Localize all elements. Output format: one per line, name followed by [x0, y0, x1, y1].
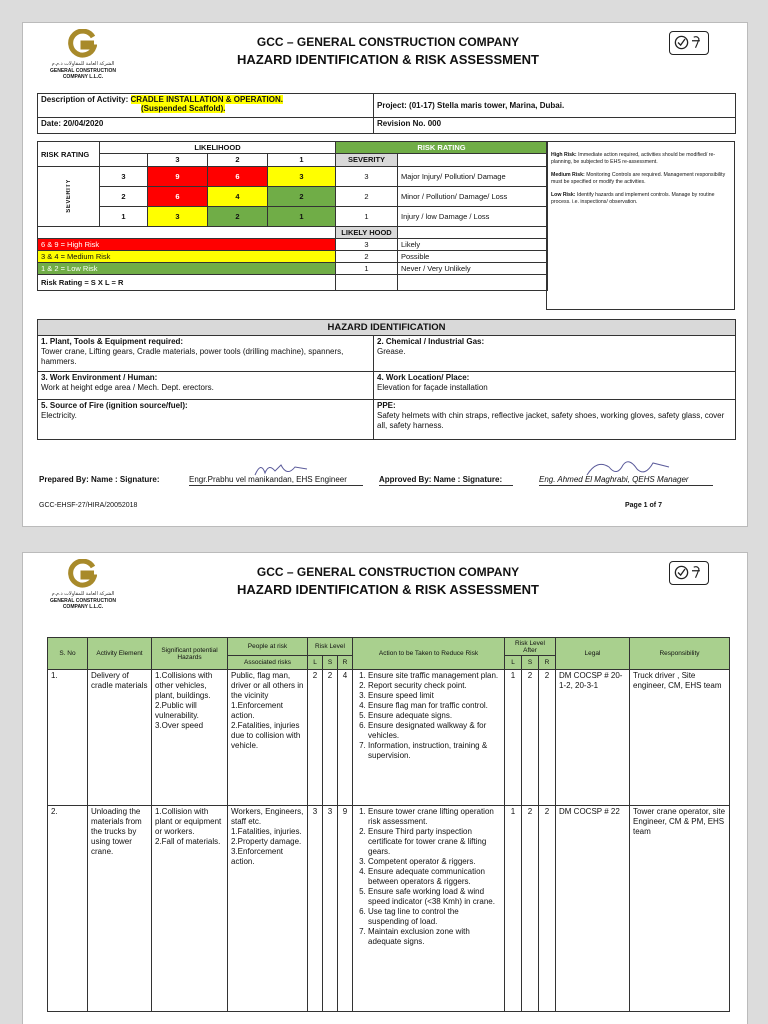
hazard-plant-tools: 1. Plant, Tools & Equipment required: Tower crane, Lifting gears, Cradle materials, power tools (drilling machine), spanners, hammers. — [38, 336, 374, 372]
row-actions: 1. Ensure tower crane lifting operation risk assessment. 2. Ensure Third party inspection certificate for tower crane & lifting gears. 3. Competent operator & riggers. 4. Ensure adequate communication between operators & riggers. 5. Ensure safe working load & wind speed indicator (<38 Kmh) in crane. 6. Use tag line to control the suspending of load. 7. Maintain exclusion zone with adequate signs. — [353, 806, 505, 1012]
matrix-cell: 2 — [208, 207, 268, 227]
col-hazards: Significant potential Hazards — [152, 638, 228, 670]
col-r: R — [338, 656, 353, 670]
likely-num: 3 — [336, 239, 398, 251]
approved-signature-icon — [583, 455, 673, 483]
col-legal: Legal — [556, 638, 630, 670]
likely-hood-header: LIKELY HOOD — [336, 227, 398, 239]
hazard-work-location: 4. Work Location/ Place: Elevation for façade installation — [374, 372, 736, 400]
medium-risk-band: 3 & 4 = Medium Risk — [38, 251, 336, 263]
row-actions: 1. Ensure site traffic management plan. 2. Report security check point. 3. Ensure speed limit 4. Ensure flag man for traffic control. 5. Ensure adequate signs. 6. Ensure designated walkway & for vehicles. 7. Information, instruction, training & supervision. — [353, 670, 505, 806]
blank-cell — [336, 275, 398, 291]
likely-desc: Never / Very Unlikely — [398, 263, 548, 275]
severity-row-2: 2 — [100, 187, 148, 207]
table-row — [48, 806, 730, 1012]
col-after-s: S — [522, 656, 539, 670]
company-name: GCC – GENERAL CONSTRUCTION COMPANY — [256, 35, 520, 49]
col-activity: Activity Element — [88, 638, 152, 670]
table-row — [48, 670, 730, 806]
hazard-ppe: PPE: Safety helmets with chin straps, reflective jacket, safety shoes, working gloves, safety glass, cover all, safety harness. — [374, 400, 736, 440]
col-after-l: L — [505, 656, 522, 670]
company-name: GCC – GENERAL CONSTRUCTION COMPANY — [256, 565, 520, 579]
logo-arabic-text: الشركة العامة للمقاولات ذ.م.م — [51, 591, 115, 597]
row-after-r: 2 — [539, 670, 556, 806]
revision-label: Revision No. — [377, 119, 426, 128]
revision-cell — [374, 118, 736, 134]
row-hazards: 1.Collision with plant or equipment or workers. 2.Fall of materials. — [152, 806, 228, 1012]
row-after-s: 2 — [522, 806, 539, 1012]
row-legal: DM COCSP # 22 — [556, 806, 630, 1012]
likely-num: 1 — [336, 263, 398, 275]
severity-num: 3 — [336, 167, 398, 187]
risk-matrix-table — [37, 141, 548, 291]
col-risk-level: Risk Level — [308, 638, 353, 656]
likely-desc: Likely — [398, 239, 548, 251]
severity-num: 2 — [336, 187, 398, 207]
severity-desc: Injury / low Damage / Loss — [398, 207, 548, 227]
col-after-r: R — [539, 656, 556, 670]
row-after-s: 2 — [522, 670, 539, 806]
g-logo-icon — [67, 29, 97, 59]
col-associated-risks: Associated risks — [228, 656, 308, 670]
hazard-chemical: 2. Chemical / Industrial Gas: Grease. — [374, 336, 736, 372]
col-action: Action to be Taken to Reduce Risk — [353, 638, 505, 670]
blank-cell — [398, 227, 548, 239]
company-logo — [37, 559, 129, 610]
blank-cell — [398, 275, 548, 291]
severity-vertical-label: SEVERITY — [38, 167, 100, 227]
activity-cell — [38, 94, 374, 118]
blank-cell — [38, 227, 336, 239]
document-page-1 — [22, 22, 748, 527]
likelihood-header: LIKELIHOOD — [100, 142, 336, 154]
matrix-cell: 4 — [208, 187, 268, 207]
col-risk-after: Risk Level After — [505, 638, 556, 656]
activity-info-table — [37, 93, 736, 134]
likely-num: 2 — [336, 251, 398, 263]
col-l: L — [308, 656, 323, 670]
high-risk-note: Immediate action required, activities should be modified/ re-planning, be subjected to EHS re-assessment. — [551, 152, 716, 165]
date-cell — [38, 118, 374, 134]
row-hazards: 1.Collisions with other vehicles, plant, buildings. 2.Public will vulnerability. 3.Over speed — [152, 670, 228, 806]
prepared-by-value: Engr.Prabhu vel manikandan, EHS Engineer — [189, 475, 347, 484]
row-after-l: 1 — [505, 670, 522, 806]
certification-badge — [663, 561, 713, 599]
page-number: Page 1 of 7 — [625, 502, 662, 509]
prepared-by-label: Prepared By: Name : Signature: — [39, 475, 160, 484]
g-logo-icon — [67, 559, 97, 589]
matrix-cell: 6 — [208, 167, 268, 187]
hazard-identification-table — [37, 319, 736, 440]
likelihood-col-2: 2 — [208, 154, 268, 167]
matrix-cell: 6 — [148, 187, 208, 207]
risk-formula: Risk Rating = S X L = R — [38, 275, 336, 291]
row-s: 3 — [323, 806, 338, 1012]
row-responsibility: Truck driver , Site engineer, CM, EHS team — [630, 670, 730, 806]
certification-badge — [663, 31, 713, 69]
document-page-2 — [22, 552, 748, 1024]
col-responsibility: Responsibility — [630, 638, 730, 670]
row-r: 9 — [338, 806, 353, 1012]
row-sno: 1. — [48, 670, 88, 806]
severity-header: SEVERITY — [336, 154, 398, 167]
row-after-l: 1 — [505, 806, 522, 1012]
matrix-cell: 9 — [148, 167, 208, 187]
document-code: GCC-EHSF-27/HIRA/20052018 — [39, 502, 138, 509]
project-label: Project: — [377, 101, 407, 110]
high-risk-note-label: High Risk: — [551, 152, 577, 158]
logo-arabic-text: الشركة العامة للمقاولات ذ.م.م — [51, 61, 115, 67]
matrix-cell: 1 — [268, 207, 336, 227]
blank-cell — [100, 154, 148, 167]
risk-notes-box — [546, 141, 735, 310]
low-risk-note-label: Low Risk: — [551, 192, 576, 198]
approved-value-line — [539, 485, 713, 486]
row-people: Public, flag man, driver or all others in the vicinity 1.Enforcement action. 2.Fatalities, injuries due to collision with vehicle. — [228, 670, 308, 806]
low-risk-band: 1 & 2 = Low Risk — [38, 263, 336, 275]
risk-assessment-table — [47, 637, 730, 1012]
row-after-r: 2 — [539, 806, 556, 1012]
risk-rating-header: RISK RATING — [38, 142, 100, 167]
document-title: HAZARD IDENTIFICATION & RISK ASSESSMENT — [237, 52, 539, 67]
row-s: 2 — [323, 670, 338, 806]
row-people: Workers, Engineers, staff etc. 1.Fatalities, injuries. 2.Property damage. 3.Enforcement action. — [228, 806, 308, 1012]
hazard-work-environment: 3. Work Environment / Human: Work at height edge area / Mech. Dept. erectors. — [38, 372, 374, 400]
document-title: HAZARD IDENTIFICATION & RISK ASSESSMENT — [237, 582, 539, 597]
row-activity: Delivery of cradle materials — [88, 670, 152, 806]
company-logo — [37, 29, 129, 80]
activity-value-2: (Suspended Scaffold). — [141, 104, 226, 113]
low-risk-note: Identify hazards and implement controls. Manage by routine process. i.e. inspections/ observation. — [551, 192, 715, 205]
revision-value: 000 — [427, 119, 442, 128]
severity-desc: Minor / Pollution/ Damage/ Loss — [398, 187, 548, 207]
col-sno: S. No — [48, 638, 88, 670]
date-label: Date: — [41, 119, 62, 128]
project-value: (01-17) Stella maris tower, Marina, Dubai. — [409, 101, 565, 110]
row-legal: DM COCSP # 20-1-2, 20-3-1 — [556, 670, 630, 806]
medium-risk-note: Monitoring Controls are required. Management responsibility must be specified or modify the activities. — [551, 172, 726, 185]
severity-row-3: 3 — [100, 167, 148, 187]
certification-icon — [669, 31, 709, 55]
matrix-cell: 3 — [268, 167, 336, 187]
certification-icon — [669, 561, 709, 585]
col-s: S — [323, 656, 338, 670]
page-header — [23, 23, 747, 83]
blank-cell — [398, 154, 548, 167]
row-activity: Unloading the materials from the trucks by using tower crane. — [88, 806, 152, 1012]
likelihood-col-1: 1 — [268, 154, 336, 167]
severity-row-1: 1 — [100, 207, 148, 227]
row-l: 3 — [308, 806, 323, 1012]
high-risk-band: 6 & 9 = High Risk — [38, 239, 336, 251]
activity-label: Description of Activity: — [41, 95, 129, 104]
prepared-signature-icon — [251, 459, 311, 481]
severity-desc: Major Injury/ Pollution/ Damage — [398, 167, 548, 187]
hazard-fire-source: 5. Source of Fire (ignition source/fuel): Electricity. — [38, 400, 374, 440]
row-l: 2 — [308, 670, 323, 806]
matrix-cell: 3 — [148, 207, 208, 227]
likely-desc: Possible — [398, 251, 548, 263]
row-sno: 2. — [48, 806, 88, 1012]
severity-num: 1 — [336, 207, 398, 227]
approved-by-value: Eng. Ahmed El Maghrabi, QEHS Manager — [539, 475, 689, 484]
project-cell — [374, 94, 736, 118]
page-header — [23, 553, 747, 613]
col-people: People at risk — [228, 638, 308, 656]
hazard-identification-title: HAZARD IDENTIFICATION — [38, 320, 736, 336]
prepared-signature-line — [189, 485, 363, 486]
likelihood-col-3: 3 — [148, 154, 208, 167]
logo-english-text: GENERAL CONSTRUCTION COMPANY L.L.C. — [49, 598, 117, 610]
row-responsibility: Tower crane operator, site Engineer, CM & PM, EHS team — [630, 806, 730, 1012]
date-value: 20/04/2020 — [63, 119, 104, 128]
approved-by-label: Approved By: Name : Signature: — [379, 475, 503, 484]
approved-signature-line — [379, 485, 513, 486]
logo-english-text: GENERAL CONSTRUCTION COMPANY L.L.C. — [49, 68, 117, 80]
medium-risk-note-label: Medium Risk: — [551, 172, 585, 178]
matrix-cell: 2 — [268, 187, 336, 207]
row-r: 4 — [338, 670, 353, 806]
activity-value: CRADLE INSTALLATION & OPERATION. — [130, 95, 283, 104]
risk-rating-green-header: RISK RATING — [336, 142, 548, 154]
